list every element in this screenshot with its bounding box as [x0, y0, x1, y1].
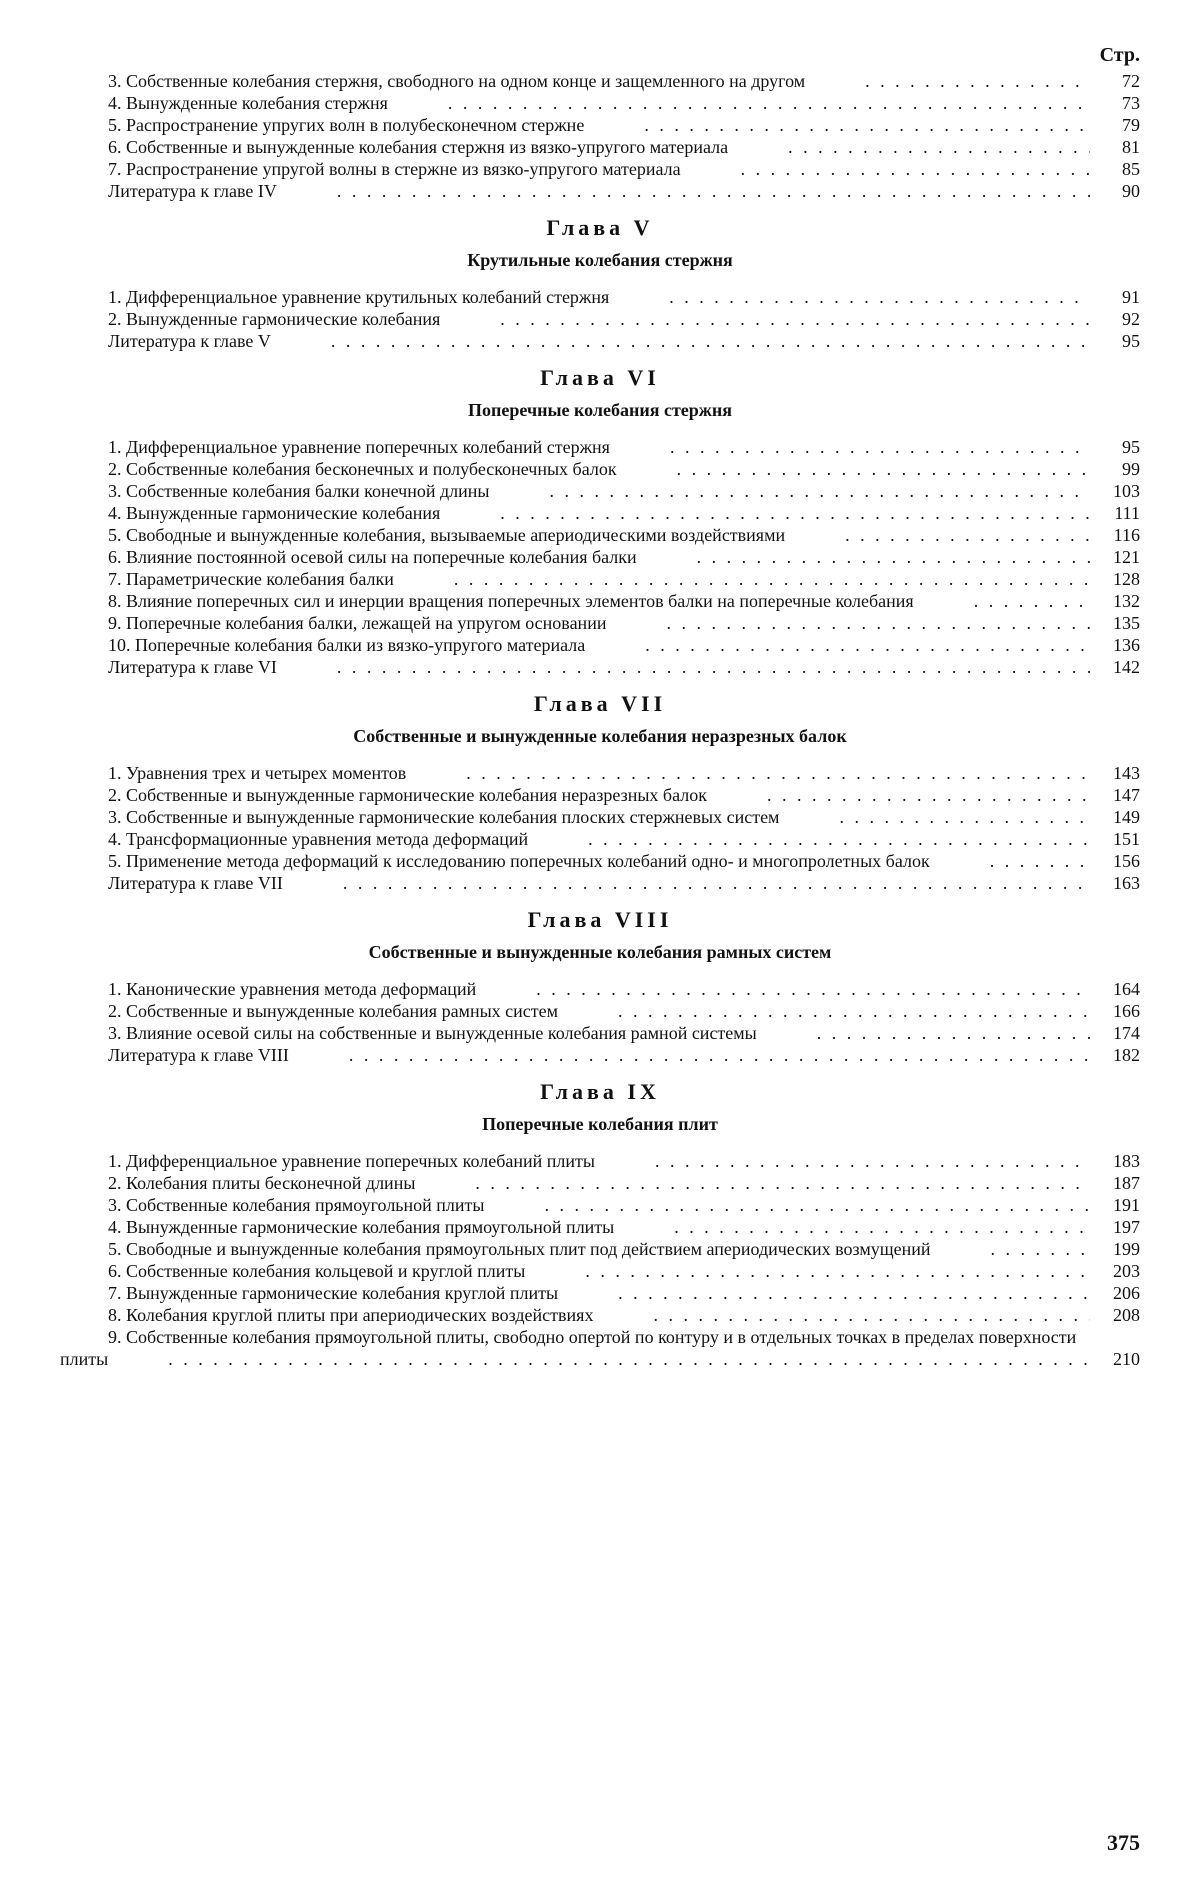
- toc-entry-title: 4. Вынужденные колебания стержня: [108, 93, 392, 113]
- toc-entry-title-wrap: [60, 568, 1090, 590]
- toc-entry: [60, 158, 1140, 180]
- toc-entry-title: 9. Собственные колебания прямоугольной плиты, свободно опертой по контуру и в отдельных точках в пределах поверхности плиты: [60, 1327, 1077, 1369]
- toc-entry: [60, 1172, 1140, 1194]
- toc-entry: [60, 1282, 1140, 1304]
- toc-entry-title: 2. Собственные и вынужденные колебания рамных систем: [108, 1001, 562, 1021]
- toc-entry: [60, 458, 1140, 480]
- chapter-title: Глава IX: [540, 1079, 660, 1104]
- toc-entry: [60, 568, 1140, 590]
- toc-entry-title-wrap: [60, 436, 1090, 458]
- toc-entry-title: 4. Вынужденные гармонические колебания: [108, 503, 444, 523]
- toc-entry-page: 206: [1113, 1283, 1140, 1303]
- toc-entry-page: 135: [1113, 613, 1140, 633]
- chapter-subtitle: Собственные и вынужденные колебания неразрезных балок: [353, 726, 847, 746]
- toc-entry-page: 116: [1113, 525, 1140, 545]
- toc-entry-title: 2. Колебания плиты бесконечной длины: [108, 1173, 419, 1193]
- toc-entry-title: 3. Собственные колебания прямоугольной плиты: [108, 1195, 489, 1215]
- toc-entry: [60, 656, 1140, 678]
- toc-entry-title: 2. Собственные и вынужденные гармонические колебания неразрезных балок: [108, 785, 711, 805]
- toc-entry-page: 183: [1113, 1151, 1140, 1171]
- toc-entry: [60, 180, 1140, 202]
- toc-entry: [60, 1216, 1140, 1238]
- toc-entry-page: 73: [1122, 93, 1140, 113]
- toc-entry: [60, 92, 1140, 114]
- chapter-title: Глава VI: [540, 365, 660, 390]
- toc-entry-page: 208: [1113, 1305, 1140, 1325]
- toc-entry: [60, 828, 1140, 850]
- toc-entry-title: 3. Собственные колебания стержня, свободного на одном конце и защемленного на другом: [108, 71, 809, 91]
- toc-entry-page: 203: [1113, 1261, 1140, 1281]
- toc-entry: [60, 1022, 1140, 1044]
- toc-entry: [60, 872, 1140, 894]
- toc-entry-page: 91: [1122, 287, 1140, 307]
- toc-entry-title-wrap: [60, 180, 1090, 202]
- toc-entry-title: Литература к главе IV: [108, 181, 281, 201]
- toc-entry: [60, 330, 1140, 352]
- toc-entry-page: 85: [1122, 159, 1140, 179]
- toc-entry-page: 99: [1122, 459, 1140, 479]
- toc-entry-page: 103: [1113, 481, 1140, 501]
- toc-entry-title: 1. Дифференциальное уравнение поперечных колебаний стержня: [108, 437, 614, 457]
- toc-entry: [60, 1238, 1140, 1260]
- toc-entry-title-wrap: [60, 1260, 1090, 1282]
- toc-entry: [60, 1044, 1140, 1066]
- toc-entry-page: 147: [1113, 785, 1140, 805]
- toc-entry-title: Литература к главе V: [108, 331, 275, 351]
- toc-entry: [60, 480, 1140, 502]
- toc-entry-title: 7. Распространение упругой волны в стержне из вязко-упругого материала: [108, 159, 685, 179]
- toc-entry-title: 1. Канонические уравнения метода деформаций: [108, 979, 480, 999]
- page-number: 375: [1107, 1830, 1140, 1855]
- page-column-header: Стр.: [1099, 44, 1140, 66]
- toc-entry: [60, 1326, 1140, 1370]
- toc-entry: [60, 436, 1140, 458]
- toc-entry-page: 128: [1113, 569, 1140, 589]
- toc-entry-title-wrap: [60, 70, 1090, 92]
- toc-entry-page: 191: [1113, 1195, 1140, 1215]
- toc-entry-page: 187: [1113, 1173, 1140, 1193]
- toc-entry: [60, 308, 1140, 330]
- toc-entry-title-wrap: [60, 1000, 1090, 1022]
- toc-entry-page: 197: [1113, 1217, 1140, 1237]
- chapter-section: [60, 1078, 1140, 1370]
- toc-entry-page: 174: [1113, 1023, 1140, 1043]
- toc-entry-page: 90: [1122, 181, 1140, 201]
- toc-entry: [60, 70, 1140, 92]
- toc-entry-title: 1. Уравнения трех и четырех моментов: [108, 763, 410, 783]
- toc-entry-title: 10. Поперечные колебания балки из вязко-упругого материала: [108, 635, 589, 655]
- toc-entry-title: 1. Дифференциальное уравнение крутильных колебаний стержня: [108, 287, 613, 307]
- toc-entry: [60, 806, 1140, 828]
- toc-entry-title-wrap: [60, 92, 1090, 114]
- toc-entry: [60, 1260, 1140, 1282]
- toc-entry-title: Литература к главе VI: [108, 657, 281, 677]
- table-of-contents: [60, 40, 1140, 1370]
- toc-entry-title-wrap: [60, 978, 1090, 1000]
- toc-entry-title-wrap: [60, 1326, 1090, 1370]
- chapter-section: [60, 364, 1140, 678]
- toc-entry-page: 132: [1113, 591, 1140, 611]
- toc-entry: [60, 762, 1140, 784]
- toc-entry-title-wrap: [60, 1150, 1090, 1172]
- toc-entry-title: 1. Дифференциальное уравнение поперечных колебаний плиты: [108, 1151, 599, 1171]
- toc-entry: [60, 850, 1140, 872]
- toc-entry-title-wrap: [60, 480, 1090, 502]
- toc-entry-title-wrap: [60, 458, 1090, 480]
- toc-entry-title: 7. Вынужденные гармонические колебания круглой плиты: [108, 1283, 562, 1303]
- toc-entry-title-wrap: [60, 1282, 1090, 1304]
- toc-entry-title-wrap: [60, 546, 1090, 568]
- toc-entry-title-wrap: [60, 806, 1090, 828]
- toc-entry-page: 95: [1122, 437, 1140, 457]
- toc-entry-page: 142: [1113, 657, 1140, 677]
- chapter-title: Глава V: [546, 215, 654, 240]
- toc-entry: [60, 524, 1140, 546]
- chapter-section: [60, 214, 1140, 352]
- chapter-subtitle: Поперечные колебания плит: [482, 1114, 718, 1134]
- toc-entry-title-wrap: [60, 1022, 1090, 1044]
- toc-entry-title: 6. Влияние постоянной осевой силы на поперечные колебания балки: [108, 547, 641, 567]
- chapter-subtitle: Поперечные колебания стержня: [468, 400, 732, 420]
- toc-entry-title-wrap: [60, 502, 1090, 524]
- toc-entry-title-wrap: [60, 828, 1090, 850]
- toc-entry-page: 81: [1122, 137, 1140, 157]
- chapters: [60, 214, 1140, 1370]
- toc-entry-page: 79: [1122, 115, 1140, 135]
- toc-entry-title: 4. Вынужденные гармонические колебания прямоугольной плиты: [108, 1217, 618, 1237]
- toc-entry-page: 121: [1113, 547, 1140, 567]
- toc-entry-page: 166: [1113, 1001, 1140, 1021]
- toc-entry-title: 5. Свободные и вынужденные колебания, вызываемые апериодическими воздействиями: [108, 525, 789, 545]
- toc-entry-title-wrap: [60, 1172, 1090, 1194]
- toc-entry-title: 2. Собственные колебания бесконечных и полубесконечных балок: [108, 459, 621, 479]
- toc-entry-page: 210: [1113, 1349, 1140, 1369]
- toc-entry-title-wrap: [60, 762, 1090, 784]
- toc-entry-title: 5. Свободные и вынужденные колебания прямоугольных плит под действием апериодических возмущений: [108, 1239, 934, 1259]
- toc-entry-page: 92: [1122, 309, 1140, 329]
- toc-entry-title-wrap: [60, 850, 1090, 872]
- toc-entry: [60, 634, 1140, 656]
- toc-entry-title-wrap: [60, 872, 1090, 894]
- toc-entry: [60, 114, 1140, 136]
- toc-entry-title: 7. Параметрические колебания балки: [108, 569, 398, 589]
- toc-entry-title: 8. Колебания круглой плиты при апериодических воздействиях: [108, 1305, 597, 1325]
- toc-entry-title: 8. Влияние поперечных сил и инерции вращения поперечных элементов балки на поперечные колебания: [108, 591, 918, 611]
- toc-entry-title: 3. Собственные колебания балки конечной длины: [108, 481, 494, 501]
- toc-entry-title: 6. Собственные и вынужденные колебания стержня из вязко-упругого материала: [108, 137, 732, 157]
- toc-entry-title-wrap: [60, 590, 1090, 612]
- toc-entry-page: 95: [1122, 331, 1140, 351]
- toc-entry: [60, 978, 1140, 1000]
- toc-entry-page: 149: [1113, 807, 1140, 827]
- preamble-entries: [60, 70, 1140, 202]
- toc-entry-title-wrap: [60, 612, 1090, 634]
- toc-entry: [60, 612, 1140, 634]
- chapter-title: Глава VIII: [527, 907, 673, 932]
- toc-entry-title-wrap: [60, 1216, 1090, 1238]
- toc-entry: [60, 546, 1140, 568]
- toc-entry-title-wrap: [60, 634, 1090, 656]
- toc-entry-title-wrap: [60, 1044, 1090, 1066]
- chapter-subtitle: Крутильные колебания стержня: [467, 250, 733, 270]
- toc-entry-title: Литература к главе VIII: [108, 1045, 293, 1065]
- chapter-section: [60, 906, 1140, 1066]
- toc-entry-title-wrap: [60, 1304, 1090, 1326]
- toc-entry: [60, 1304, 1140, 1326]
- toc-entry-page: 156: [1113, 851, 1140, 871]
- toc-entry-title-wrap: [60, 1238, 1090, 1260]
- chapter-title: Глава VII: [533, 691, 667, 716]
- toc-entry-title: 5. Распространение упругих волн в полубесконечном стержне: [108, 115, 588, 135]
- toc-entry-page: 182: [1113, 1045, 1140, 1065]
- toc-entry-title: 5. Применение метода деформаций к исследованию поперечных колебаний одно- и многопролетных балок: [108, 851, 934, 871]
- toc-entry-page: 143: [1113, 763, 1140, 783]
- toc-entry: [60, 784, 1140, 806]
- toc-entry-page: 136: [1113, 635, 1140, 655]
- toc-entry-title: 3. Собственные и вынужденные гармонические колебания плоских стержневых систем: [108, 807, 783, 827]
- toc-entry-title-wrap: [60, 1194, 1090, 1216]
- toc-entry: [60, 1194, 1140, 1216]
- toc-entry-title-wrap: [60, 784, 1090, 806]
- toc-entry-title-wrap: [60, 524, 1090, 546]
- chapter-section: [60, 690, 1140, 894]
- toc-entry-title-wrap: [60, 136, 1090, 158]
- toc-entry-page: 199: [1113, 1239, 1140, 1259]
- toc-entry-title-wrap: [60, 656, 1090, 678]
- toc-entry: [60, 286, 1140, 308]
- toc-entry: [60, 590, 1140, 612]
- toc-entry: [60, 1000, 1140, 1022]
- toc-entry-title-wrap: [60, 158, 1090, 180]
- toc-entry-title: Литература к главе VII: [108, 873, 287, 893]
- toc-entry-page: 111: [1114, 503, 1140, 523]
- toc-entry-page: 72: [1122, 71, 1140, 91]
- toc-entry-title: 2. Вынужденные гармонические колебания: [108, 309, 444, 329]
- toc-entry: [60, 502, 1140, 524]
- toc-entry: [60, 136, 1140, 158]
- toc-entry-title-wrap: [60, 308, 1090, 330]
- toc-entry-title-wrap: [60, 114, 1090, 136]
- toc-entry-title: 9. Поперечные колебания балки, лежащей на упругом основании: [108, 613, 610, 633]
- toc-entry-title: 4. Трансформационные уравнения метода деформаций: [108, 829, 532, 849]
- toc-entry-title: 3. Влияние осевой силы на собственные и вынужденные колебания рамной системы: [108, 1023, 761, 1043]
- toc-entry-title-wrap: [60, 330, 1090, 352]
- toc-entry: [60, 1150, 1140, 1172]
- chapter-subtitle: Собственные и вынужденные колебания рамных систем: [368, 942, 832, 962]
- toc-entry-title: 6. Собственные колебания кольцевой и круглой плиты: [108, 1261, 529, 1281]
- toc-entry-page: 164: [1113, 979, 1140, 999]
- toc-entry-title-wrap: [60, 286, 1090, 308]
- toc-entry-page: 151: [1113, 829, 1140, 849]
- toc-entry-page: 163: [1113, 873, 1140, 893]
